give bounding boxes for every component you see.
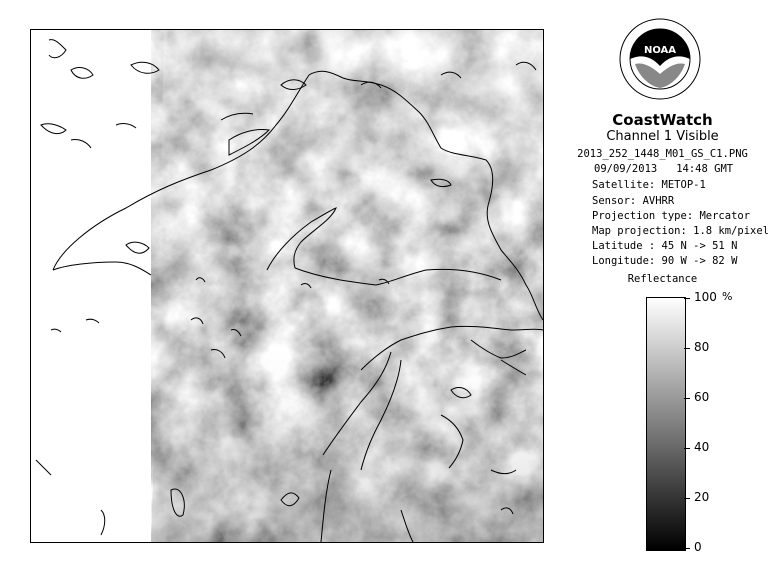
colorbar-tick-label: 60 (694, 390, 710, 404)
colorbar-tick (684, 348, 690, 349)
colorbar-label: Reflectance (627, 273, 698, 285)
longitude-range: Longitude: 90 W -> 82 W (592, 255, 738, 267)
colorbar-tick (684, 548, 690, 549)
latitude-range: Latitude : 45 N -> 51 N (592, 240, 738, 252)
colorbar-tick-label: 0 (694, 540, 702, 554)
datetime (594, 163, 733, 175)
imagery-layer (151, 30, 543, 542)
colorbar-unit: % (722, 290, 733, 303)
map-projection: Map projection: 1.8 km/pixel (592, 225, 770, 237)
noaa-logo-icon (619, 18, 701, 100)
channel-subtitle: Channel 1 Visible (606, 129, 719, 144)
colorbar-tick (684, 398, 690, 399)
colorbar-tick-label: 80 (694, 340, 710, 354)
reflectance-colorbar (646, 297, 686, 551)
colorbar-tick (684, 498, 690, 499)
logo-text: NOAA (643, 45, 677, 56)
sensor: Sensor: AVHRR (592, 195, 675, 207)
satellite-image (31, 30, 543, 542)
satellite-map (30, 29, 544, 543)
colorbar-tick (684, 448, 690, 449)
projection-type: Projection type: Mercator (592, 210, 751, 222)
time: 14:48 GMT (676, 163, 734, 175)
colorbar-tick-label: 100 (694, 290, 717, 304)
colorbar-tick (684, 298, 690, 299)
colorbar-tick-label: 20 (694, 490, 710, 504)
colorbar-tick-label: 40 (694, 440, 710, 454)
filename: 2013_252_1448_M01_GS_C1.PNG (577, 148, 748, 160)
product-title: CoastWatch (612, 111, 713, 129)
date: 09/09/2013 (594, 163, 658, 175)
satellite: Satellite: METOP-1 (592, 179, 706, 191)
